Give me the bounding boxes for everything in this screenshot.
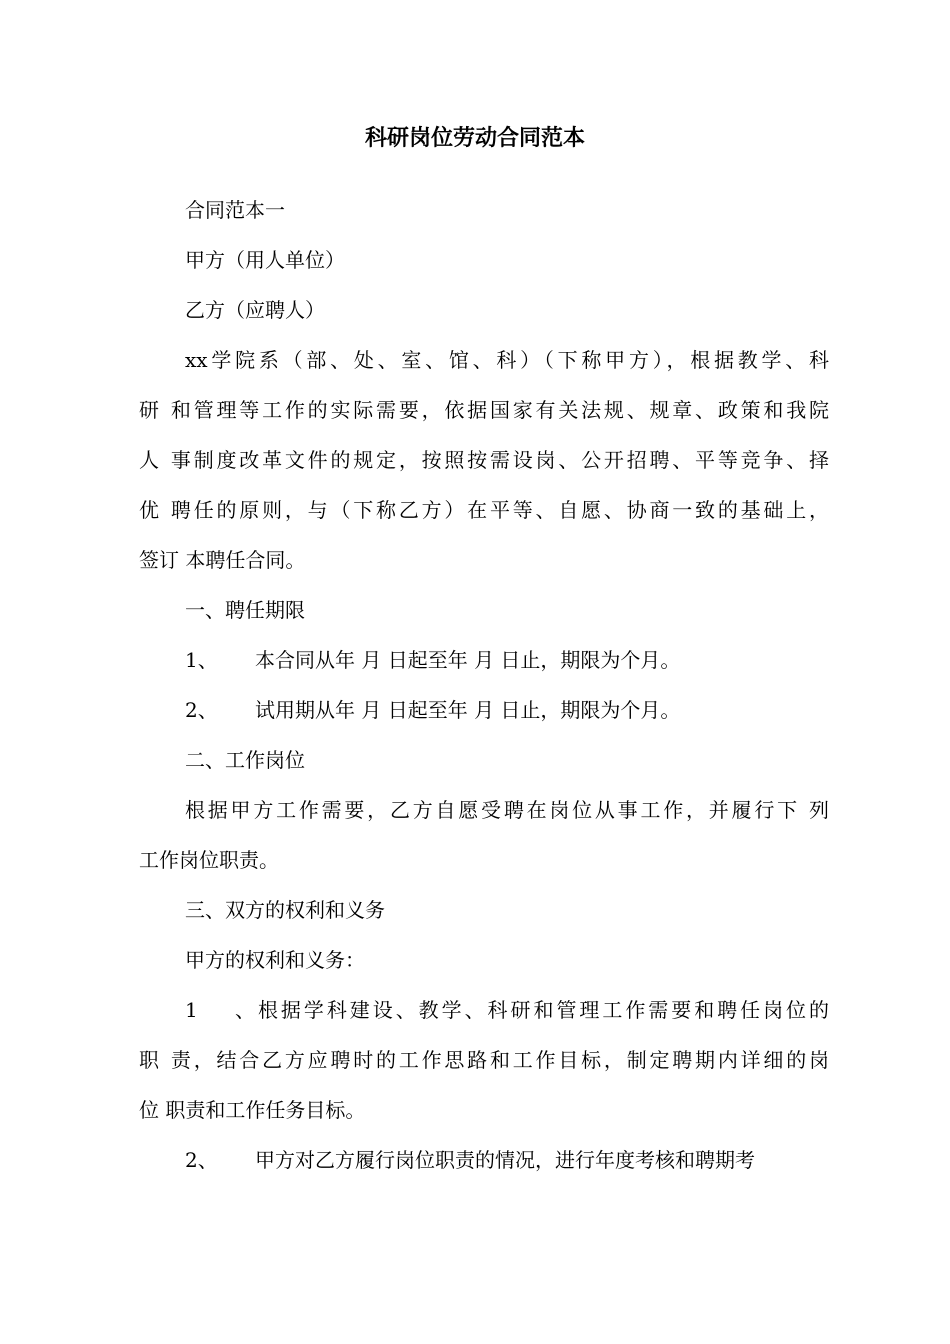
rights-item-1-line-1 [185,995,829,1025]
position-paragraph-line-2: 工作岗位职责。 [139,848,279,872]
item-text: 甲方对乙方履行岗位职责的情况，进行年度考核和聘期考 [255,1148,755,1172]
intro-paragraph-line-5: 签订 本聘任合同。 [139,548,306,572]
section-heading-position: 二、工作岗位 [185,748,305,772]
document-title: 科研岗位劳动合同范本 [364,126,585,151]
intro-paragraph-line-4: 优 聘任的原则，与（下称乙方）在平等、自愿、协商一致的基础上， [139,498,829,522]
item-number: 1、 [185,998,255,1022]
contract-sample-label: 合同范本一 [185,198,285,222]
rights-item-2-line-1 [185,1145,829,1175]
rights-item-1-line-2: 职 责，结合乙方应聘时的工作思路和工作目标，制定聘期内详细的岗 [139,1048,829,1072]
party-a-label: 甲方（用人单位） [185,248,345,272]
position-paragraph-line-1: 根据甲方工作需要，乙方自愿受聘在岗位从事工作，并履行下 列 [185,798,829,822]
intro-paragraph-line-2: 研 和管理等工作的实际需要，依据国家有关法规、规章、政策和我院 [139,398,829,422]
section-heading-rights: 三、双方的权利和义务 [185,898,385,922]
rights-item-1-line-3: 位 职责和工作任务目标。 [139,1098,366,1122]
item-number: 2、 [185,1148,218,1172]
term-item-2 [185,695,829,725]
section-heading-term: 一、聘任期限 [185,598,305,622]
item-text: 试用期从年 月 日起至年 月 日止，期限为个月。 [255,698,681,722]
intro-paragraph-line-3: 人 事制度改革文件的规定，按照按需设岗、公开招聘、平等竞争、择 [139,448,829,472]
item-number: 2、 [185,698,218,722]
item-text: 根据学科建设、教学、科研和管理工作需要和聘任岗位的 [255,998,829,1022]
item-number: 1、 [185,648,218,672]
intro-paragraph-line-1: xx学院系（部、处、室、馆、科）（下称甲方），根据教学、科 [185,348,829,372]
party-b-label: 乙方（应聘人） [185,298,325,322]
item-text: 本合同从年 月 日起至年 月 日止，期限为个月。 [255,648,681,672]
party-a-rights-heading: 甲方的权利和义务： [185,948,365,972]
term-item-1 [185,645,829,675]
